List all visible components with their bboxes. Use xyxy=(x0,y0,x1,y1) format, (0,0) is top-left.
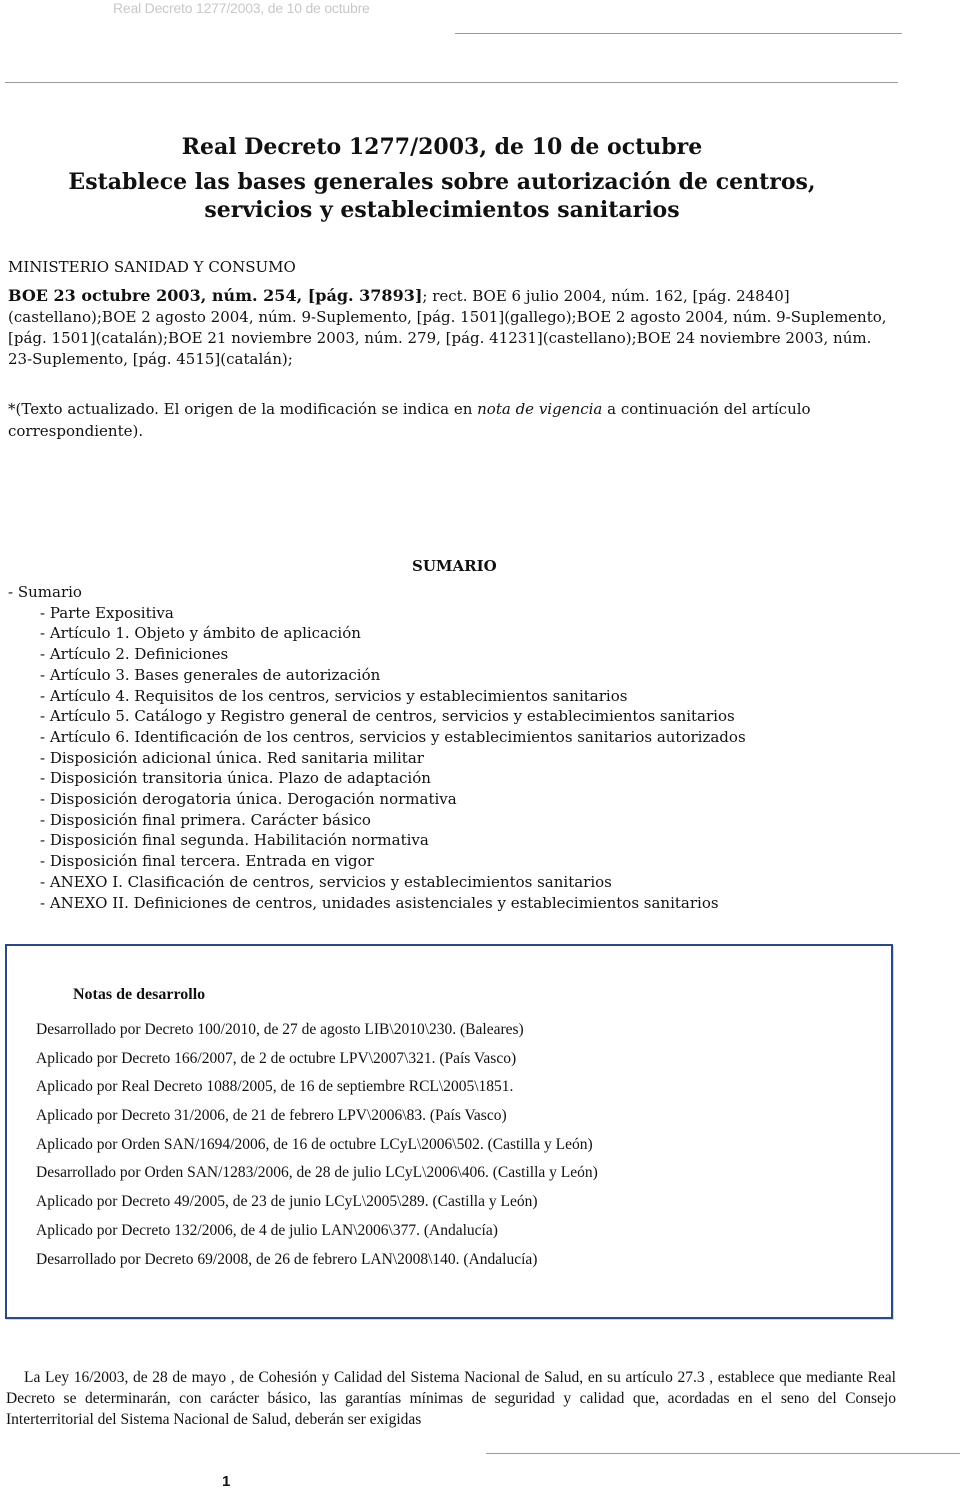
page-number: 1 xyxy=(222,1473,231,1490)
running-header: Real Decreto 1277/2003, de 10 de octubre xyxy=(113,0,370,16)
nota-de-vigencia-link: nota de vigencia xyxy=(477,400,603,418)
update-note-text-end: a continuación del artículo correspondiente). xyxy=(8,400,811,440)
nota-desarrollo-item: Desarrollado por Decreto 69/2008, de 26 de febrero LAN\2008\140. (Andalucía) xyxy=(36,1250,538,1268)
toc-item[interactable]: - Disposición derogatoria única. Derogación normativa xyxy=(40,790,457,809)
body-paragraph xyxy=(6,1367,896,1430)
table-of-contents xyxy=(8,582,746,913)
toc-item[interactable]: - Disposición adicional única. Red sanitaria militar xyxy=(40,748,424,767)
toc-item[interactable]: - Artículo 2. Definiciones xyxy=(40,645,229,664)
notas-desarrollo-box xyxy=(5,944,893,1319)
toc-item[interactable]: - Artículo 1. Objeto y ámbito de aplicación xyxy=(40,624,361,643)
toc-item[interactable]: - ANEXO II. Definiciones de centros, unidades asistenciales y establecimientos sanitarios xyxy=(40,893,719,912)
toc-item[interactable]: - Artículo 3. Bases generales de autorización xyxy=(40,665,381,684)
toc-item[interactable]: - Disposición transitoria única. Plazo de adaptación xyxy=(40,769,431,788)
document-title xyxy=(0,132,884,224)
nota-desarrollo-item: Aplicado por Decreto 166/2007, de 2 de octubre LPV\2007\321. (País Vasco) xyxy=(36,1049,517,1067)
sumario-heading: SUMARIO xyxy=(412,557,497,575)
nota-desarrollo-item: Aplicado por Decreto 49/2005, de 23 de junio LCyL\2005\289. (Castilla y León) xyxy=(36,1193,538,1211)
nota-desarrollo-item: Aplicado por Decreto 132/2006, de 4 de julio LAN\2006\377. (Andalucía) xyxy=(36,1221,498,1239)
boe-references xyxy=(8,285,888,370)
boe-main-reference: BOE 23 octubre 2003, núm. 254, [pág. 37893] xyxy=(8,286,423,305)
nota-desarrollo-item: Aplicado por Decreto 31/2006, de 21 de febrero LPV\2006\83. (País Vasco) xyxy=(36,1107,507,1125)
toc-item[interactable]: - Parte Expositiva xyxy=(40,603,174,622)
ministry-name: MINISTERIO SANIDAD Y CONSUMO xyxy=(8,258,296,276)
toc-item[interactable]: - Sumario xyxy=(8,583,82,601)
header-rule-full xyxy=(5,82,898,83)
body-paragraph-text: La Ley 16/2003, de 28 de mayo , de Cohesión y Calidad del Sistema Nacional de Salud, en su artículo 27.3 , establece que mediante Real Decreto se determinarán, con carácter básico, las garantías mínimas de seguridad y calidad que, acordadas en el seno del Consejo Interterritorial del Sistema Nacional de Salud, deberán ser exigidas xyxy=(6,1369,896,1428)
update-note xyxy=(8,398,868,442)
notas-desarrollo-list xyxy=(36,1016,598,1274)
nota-desarrollo-item: Desarrollado por Orden SAN/1283/2006, de 28 de julio LCyL\2006\406. (Castilla y León) xyxy=(36,1164,598,1182)
title-line-2: Establece las bases generales sobre autorización de centros, xyxy=(68,169,816,195)
title-line-3: servicios y establecimientos sanitarios xyxy=(204,197,680,223)
header-rule-short xyxy=(455,33,902,34)
toc-item[interactable]: - Artículo 5. Catálogo y Registro general de centros, servicios y establecimientos sanitarios xyxy=(40,707,735,726)
toc-item[interactable]: - Disposición final segunda. Habilitación normativa xyxy=(40,831,429,850)
toc-item[interactable]: - Disposición final primera. Carácter básico xyxy=(40,810,371,829)
nota-desarrollo-item: Aplicado por Real Decreto 1088/2005, de 16 de septiembre RCL\2005\1851. xyxy=(36,1078,514,1096)
toc-item[interactable]: - ANEXO I. Clasificación de centros, servicios y establecimientos sanitarios xyxy=(40,872,612,891)
toc-item[interactable]: - Artículo 6. Identificación de los centros, servicios y establecimientos sanitarios autorizados xyxy=(40,727,746,746)
footer-rule xyxy=(486,1453,960,1454)
nota-desarrollo-item: Desarrollado por Decreto 100/2010, de 27 de agosto LIB\2010\230. (Baleares) xyxy=(36,1021,524,1038)
toc-item[interactable]: - Artículo 4. Requisitos de los centros, servicios y establecimientos sanitarios xyxy=(40,686,628,705)
nota-desarrollo-item: Aplicado por Orden SAN/1694/2006, de 16 de octubre LCyL\2006\502. (Castilla y León) xyxy=(36,1135,593,1153)
boe-corrections: ; rect. BOE 6 julio 2004, núm. 162, [pág. 24840](castellano);BOE 2 agosto 2004, núm. 9-Suplemento, [pág. 1501](gallego);BOE 2 agosto 2004, núm. 9-Suplemento, [pág. 1501](catalán);BOE 21 noviembre 2003, núm. 279, [pág. 41231](castellano);BOE 24 noviembre 2003, núm. 23-Suplemento, [pág. 4515](catalán); xyxy=(8,287,887,368)
toc-item[interactable]: - Disposición final tercera. Entrada en vigor xyxy=(40,852,374,871)
title-line-1: Real Decreto 1277/2003, de 10 de octubre xyxy=(181,134,703,160)
notas-desarrollo-heading: Notas de desarrollo xyxy=(73,986,206,1003)
update-note-text: *(Texto actualizado. El origen de la modificación se indica en xyxy=(8,400,478,418)
